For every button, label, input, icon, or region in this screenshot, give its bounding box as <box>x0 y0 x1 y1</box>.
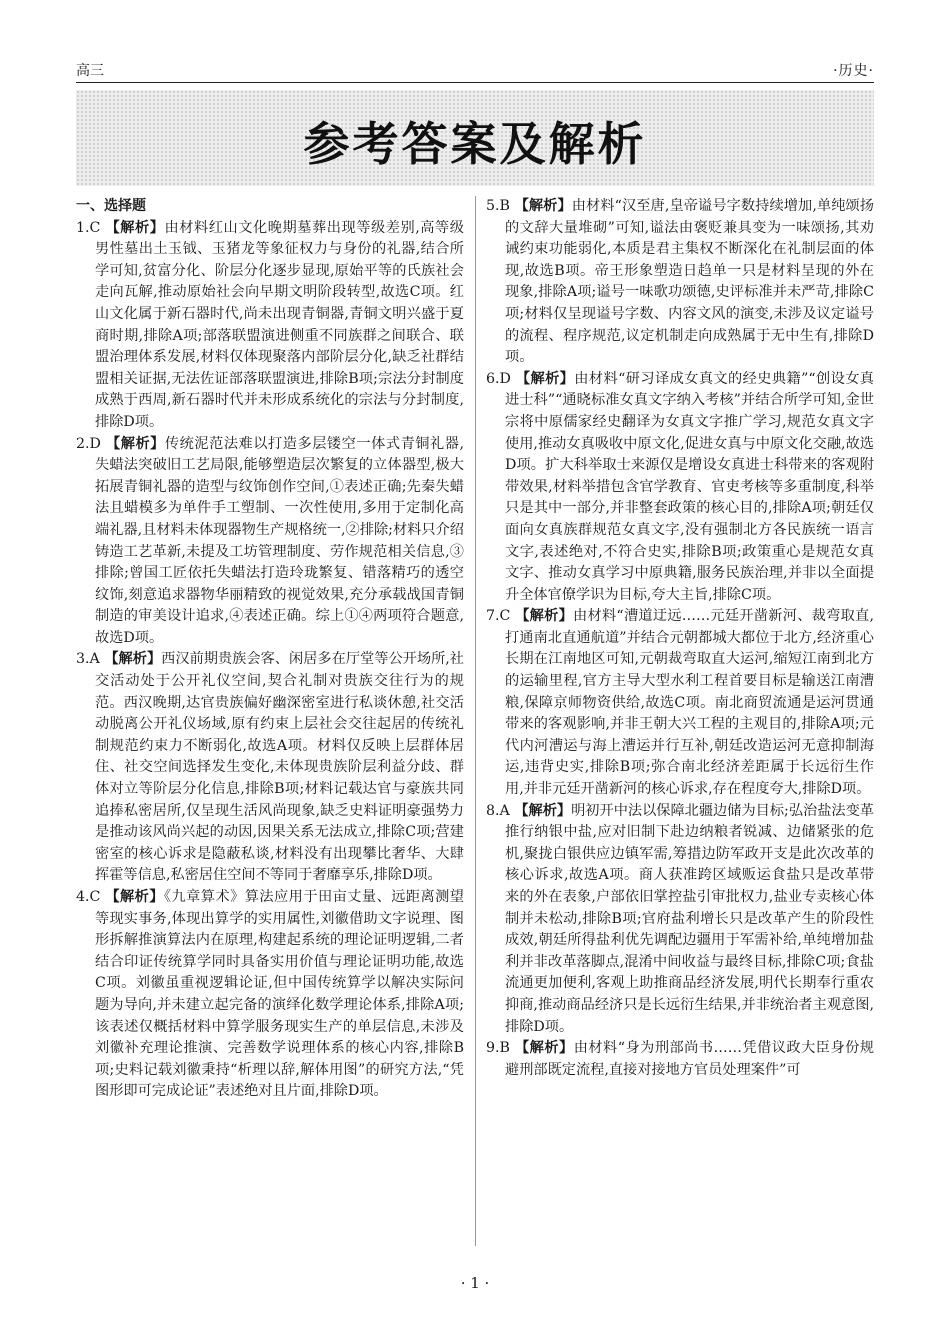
analysis-text: 《九章算术》算法应用于田亩丈量、远距离测望等现实事务,体现出算学的实用属性,刘徽借助文字说理、图形拆解推演算法内在原理,构建起系统的理论证明逻辑,二者结合印证传统算学同时具备实用价值与理论证明功能,故选C项。刘徽虽重视逻辑论证,但中国传统算学以解决实际问题为导向,并未建立起完备的演绎化数学理论体系,排除A项;该表述仅概括材料中算学服务现实生产的单层信息,未涉及刘徽补充理论推演、完善数学说理体系的核心内容,排除B项;史料记载刘徽秉持“析理以辞,解体用图”的研究方法,“凭图形即可完成论证”表述绝对且片面,排除D项。 <box>95 889 464 1100</box>
answer-letter: D <box>499 370 511 387</box>
answer-item-7 <box>486 606 874 800</box>
question-number: 6. <box>486 370 500 387</box>
analysis-tag: 【解析】 <box>514 1040 574 1057</box>
answer-item-8 <box>486 801 874 1039</box>
answer-letter: D <box>89 435 101 452</box>
analysis-tag: 【解析】 <box>104 651 162 668</box>
question-number: 4. <box>76 889 90 905</box>
analysis-tag: 【解析】 <box>105 219 165 236</box>
answer-item-4 <box>76 887 464 1103</box>
question-number: 5. <box>486 198 500 214</box>
answer-item-6 <box>486 369 874 607</box>
analysis-text: 由材料“研习译成女真文的经史典籍”“创设女真进士科”“通晓标准女真文字纳入考核”并结合所学可知,金世宗将中原儒家经史翻译为女真文字推广学习,规范女真文字使用,推动女真吸收中原文化,促进女真与中原文化交融,故选D项。扩大科举取士来源仅是增设女真进士科带来的客观附带效果,材料举措包含官学教育、官吏考核等多重制度,科举只是其中一部分,并非整套政策的核心目的,排除A项;朝廷仅面向女真族群规范女真文字,没有强制北方各民族统一语言文字,表述绝对,不符合史实,排除B项;政策重心是规范女真文字、推动女真学习中原典籍,服务民族治理,并非以全面提升全体官僚学识为目标,夸大主旨,排除C项。 <box>505 370 874 603</box>
page-number: · 1 · <box>460 1274 490 1292</box>
answer-letter: C <box>499 608 511 625</box>
analysis-text: 传统泥范法难以打造多层镂空一体式青铜礼器,失蜡法突破旧工艺局限,能够塑造层次繁复的立体器型,极大拓展青铜礼器的造型与纹饰创作空间,①表述正确;先秦失蜡法且蜡模多为单件手工塑制、一次性使用,多用于定制化高端礼器,且材料未体现器物生产规格统一,②排除;材料只介绍铸造工艺革新,未提及工坊管理制度、劳作规范相关信息,③排除;曾国工匠依托失蜡法打造玲珑繁复、错落精巧的透空纹饰,刻意追求器物华丽精致的视觉效果,充分承载战国青铜制造的审美设计追求,④表述正确。综上①④两项符合题意,故选D项。 <box>95 435 464 646</box>
analysis-text: 由材料“汉至唐,皇帝谥号字数持续增加,单纯颂扬的文辞大量堆砌”可知,谥法由褒贬兼具变为一味颂扬,其劝诫约束功能弱化,本质是君主集权不断深化在礼制层面的体现,故选B项。帝王形象塑造日趋单一只是材料呈现的外在现象,排除A项;谥号一味歌功颂德,史评标准并未严苛,排除C项;材料仅呈现谥号字数、内容文风的演变,未涉及议定谥号的流程、程序规范,议定机制走向成熟属于无中生有,排除D项。 <box>505 198 874 366</box>
subject-label: ·历史· <box>833 63 874 79</box>
answer-letter: C <box>89 219 101 236</box>
question-number: 1. <box>76 219 90 236</box>
analysis-tag: 【解析】 <box>515 370 575 387</box>
analysis-text: 明初开中法以保障北疆边储为目标;弘治盐法变革推行纳银中盐,应对旧制下赴边纳粮者锐减、边储紧张的危机,聚拢白银供应边镇军需,筹措边防军政开支是此次改革的核心诉求,故选A项。商人获准跨区域贩运食盐只是改革带来的外在表象,户部依旧掌控盐引审批权力,盐业专卖核心体制并未松动,排除B项;官府盐利增长只是改革产生的阶段性成效,朝廷所得盐利优先调配边疆用于军需补给,单纯增加盐利并非改革落脚点,混淆中间收益与最终目标,排除C项;食盐流通更加便利,客观上助推商品经济发展,明代长期奉行重农抑商,推动商品经济只是长远衍生结果,并非统治者主观意图,排除D项。 <box>505 802 874 1035</box>
question-number: 7. <box>486 608 500 625</box>
analysis-text: 西汉前期贵族会客、闲居多在厅堂等公开场所,社交活动处于公开礼仪空间,契合礼制对贵族交往行为的规范。西汉晚期,达官贵族偏好幽深密室进行私谈休憩,社交活动脱离公开礼仪场域,原有约束上层社会交往起居的传统礼制规范约束力不断弱化,故选A项。材料仅反映上层群体居住、社交空间选择发生变化,未体现贵族阶层利益分歧、群体对立等阶层分化信息,排除B项;材料记载达官与豪族共同追捧私密居所,仅呈现生活风尚现象,缺乏史料证明豪强势力是推动该风尚兴起的动因,因果关系无法成立,排除C项;营建密室的核心诉求是隐蔽私谈,材料没有出现攀比奢华、大肆挥霍等信息,私密居住空间不等同于奢靡享乐,排除D项。 <box>95 651 464 884</box>
analysis-tag: 【解析】 <box>105 889 164 905</box>
section-title: 一、选择题 <box>76 198 146 214</box>
left-column <box>76 196 464 1103</box>
grade-label: 高三 <box>76 63 104 79</box>
analysis-tag: 【解析】 <box>514 198 572 214</box>
answer-item-1 <box>76 218 464 434</box>
title-banner <box>76 90 874 186</box>
answer-letter: B <box>499 1040 510 1057</box>
analysis-text: 由材料红山文化晚期墓葬出现等级差别,高等级男性墓出土玉钺、玉猪龙等象征权力与身份的礼器,结合所学可知,贫富分化、阶层分化逐步显现,原始平等的氏族社会走向瓦解,推动原始社会向早期文明阶段转型,故选C项。红山文化属于新石器时代,尚未出现青铜器,青铜文明兴盛于夏商时期,排除A项;部落联盟演进侧重不同族群之间联合、联盟治理体系发展,材料仅体现聚落内部阶层分化,缺乏社群结盟相关证据,无法佐证部落联盟演进,排除B项;宗法分封制度成熟于西周,新石器时代并未形成系统化的宗法与分封制度,排除D项。 <box>95 219 464 430</box>
answer-letter: A <box>499 802 510 819</box>
answer-item-2 <box>76 434 464 650</box>
right-column <box>486 196 874 1081</box>
question-number: 3. <box>76 651 90 668</box>
question-number: 2. <box>76 435 90 452</box>
answer-letter: B <box>499 198 510 214</box>
answer-item-9 <box>486 1038 874 1081</box>
page-header <box>76 60 874 83</box>
analysis-text: 由材料“漕道迂远……元廷开凿新河、裁弯取直,打通南北直通航道”并结合元朝都城大都位于北方,经济重心长期在江南地区可知,元朝裁弯取直大运河,缩短江南到北方的运输里程,官方主导大型水利工程首要目标是输送江南漕粮,保障京师物资供给,故选C项。南北商贸流通是运河贯通带来的客观影响,并非王朝大兴工程的主观目的,排除A项;元代内河漕运与海上漕运并行互补,朝廷改造运河无意抑制海运,违背史实,排除B项;弥合南北经济差距属于长远衍生作用,并非元廷开凿新河的核心诉求,存在程度夸大,排除D项。 <box>505 608 874 798</box>
page-title: 参考答案及解析 <box>303 117 647 171</box>
answer-item-3 <box>76 649 464 887</box>
analysis-tag: 【解析】 <box>105 435 165 452</box>
analysis-tag: 【解析】 <box>515 608 574 625</box>
answer-letter: C <box>89 889 101 905</box>
analysis-tag: 【解析】 <box>514 802 572 819</box>
answer-item-5 <box>486 196 874 369</box>
analysis-text: 由材料“身为刑部尚书……凭借议政大臣身份规避刑部既定流程,直接对接地方官员处理案件”可 <box>505 1040 874 1078</box>
question-number: 9. <box>486 1040 500 1057</box>
answer-letter: A <box>89 651 100 668</box>
column-divider <box>475 196 476 1246</box>
question-number: 8. <box>486 802 500 819</box>
